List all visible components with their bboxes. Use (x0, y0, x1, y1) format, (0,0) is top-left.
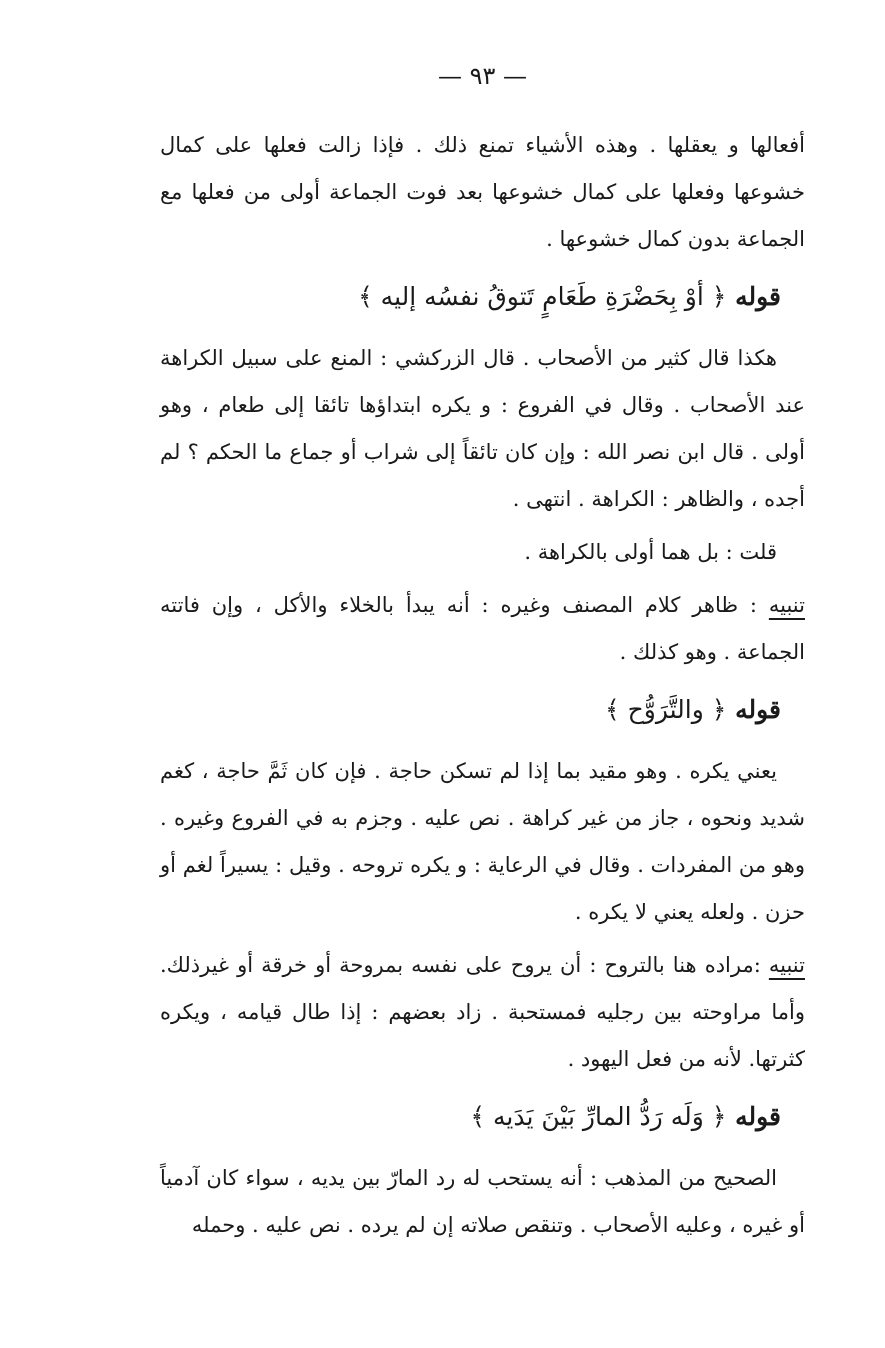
paragraph: الصحيح من المذهب : أنه يستحب له رد المارّ بين يديه ، سواء كان آدمياً أو غيره ، وعليه الأصحاب . وتنقص صلاته إن لم يرده . نص عليه . وحمله (160, 1166, 805, 1237)
section-heading (160, 1089, 805, 1145)
heading-prefix: قوله (735, 282, 781, 311)
note-paragraph (160, 942, 805, 1083)
note-text: :مراده هنا بالتروح : أن يروح على نفسه بمروحة أو خرقة أو غيرذلك. وأما مراوحته بين رجليه فمستحبة . زاد بعضهم : إذا طال قيامه ، ويكره كثرتها. لأنه من فعل اليهود . (160, 953, 805, 1071)
heading-prefix: قوله (735, 1102, 781, 1131)
paragraph: هكذا قال كثير من الأصحاب . قال الزركشي : المنع على سبيل الكراهة عند الأصحاب . وقال في الفروع : و يكره ابتداؤها تائقا إلى طعام ، وهو أولى . قال ابن نصر الله : وإن كان تائقاً إلى شراب أو جماع ما الحكم ؟ لم أجده ، والظاهر : الكراهة . انتهى . (160, 346, 805, 511)
heading-prefix: قوله (735, 695, 781, 724)
section-heading (160, 269, 805, 325)
paragraph: أفعالها و يعقلها . وهذه الأشياء تمنع ذلك . فإذا زالت فعلها على كمال خشوعها وفعلها على كمال خشوعها بعد فوت الجماعة أولى من فعلها مع الجماعة بدون كمال خشوعها . (160, 133, 805, 251)
heading-quote: ﴿ وَلَه رَدُّ المارِّ بَيْنَ يَدَيه ﴾ (470, 1102, 727, 1131)
paragraph: يعني يكره . وهو مقيد بما إذا لم تسكن حاجة . فإن كان ثَمَّ حاجة ، كغم شديد ونحوه ، جاز من غير كراهة . نص عليه . وجزم به في الفروع وغيره . وهو من المفردات . وقال في الرعاية : و يكره تروحه . وقيل : يسيراً لغم أو حزن . ولعله يعني لا يكره . (160, 759, 805, 924)
note-label: تنبيه (768, 593, 805, 617)
heading-quote: ﴿ والتَّرَوُّح ﴾ (605, 695, 727, 724)
paragraph: قلت : بل هما أولى بالكراهة . (524, 540, 777, 564)
note-label: تنبيه (768, 953, 805, 977)
note-text: : ظاهر كلام المصنف وغيره : أنه يبدأ بالخلاء والأكل ، وإن فاتته الجماعة . وهو كذلك . (160, 593, 805, 664)
page-number: — ٩٣ — (437, 62, 528, 90)
text-block (160, 122, 805, 1249)
section-heading (160, 682, 805, 738)
note-paragraph (160, 582, 805, 676)
heading-quote: ﴿ أوْ بِحَضْرَةِ طَعَامٍ تَتوقُ نفسُه إليه ﴾ (358, 282, 727, 311)
